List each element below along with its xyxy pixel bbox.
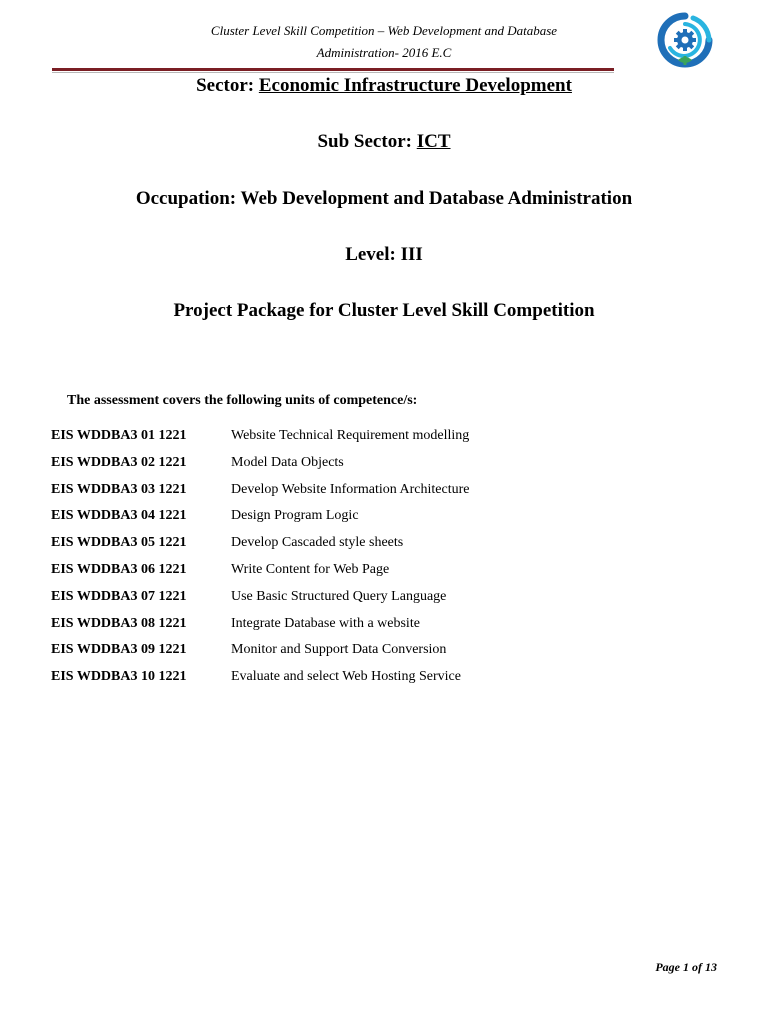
unit-code: EIS WDDBA3 08 1221 <box>51 615 187 631</box>
sub-sector-label: Sub Sector: <box>317 131 417 152</box>
unit-row <box>51 505 611 532</box>
unit-row <box>51 666 611 693</box>
unit-title: Website Technical Requirement modelling <box>231 428 470 443</box>
package-title: Project Package for Cluster Level Skill Competition <box>173 300 595 321</box>
unit-title: Monitor and Support Data Conversion <box>231 642 447 658</box>
unit-code: EIS WDDBA3 04 1221 <box>51 508 187 524</box>
unit-code: EIS WDDBA3 05 1221 <box>51 535 187 551</box>
header-rule-shadow <box>52 72 614 73</box>
competence-intro: The assessment covers the following units of competence/s: <box>67 393 418 408</box>
sub-sector-heading <box>0 130 768 154</box>
running-header-line-1: Cluster Level Skill Competition – Web Development and Database <box>210 23 558 38</box>
unit-code: EIS WDDBA3 03 1221 <box>51 481 187 497</box>
unit-code: EIS WDDBA3 10 1221 <box>51 669 187 685</box>
unit-row <box>51 639 611 666</box>
unit-row <box>51 559 611 586</box>
unit-title: Develop Website Information Architecture <box>231 481 470 497</box>
unit-code: EIS WDDBA3 07 1221 <box>51 588 187 604</box>
sector-heading <box>0 74 768 98</box>
unit-title: Design Program Logic <box>231 508 359 524</box>
unit-code: EIS WDDBA3 02 1221 <box>51 454 187 470</box>
units-list <box>51 425 611 693</box>
unit-row <box>51 479 611 506</box>
level-heading: Level: III <box>345 244 423 265</box>
unit-row <box>51 613 611 640</box>
unit-code: EIS WDDBA3 09 1221 <box>51 642 187 658</box>
unit-title: Model Data Objects <box>231 454 344 470</box>
unit-row <box>51 452 611 479</box>
occupation-heading: Occupation: Web Development and Database Administration <box>135 188 633 209</box>
unit-title: Use Basic Structured Query Language <box>231 588 447 604</box>
unit-row <box>51 532 611 559</box>
unit-title: Evaluate and select Web Hosting Service <box>231 669 461 685</box>
header-rule <box>52 68 614 71</box>
unit-row <box>51 425 611 452</box>
unit-code: EIS WDDBA3 06 1221 <box>51 561 187 577</box>
sector-label: Sector: <box>196 75 259 96</box>
logo-gear <box>674 29 696 51</box>
unit-title: Develop Cascaded style sheets <box>231 535 404 551</box>
unit-title: Integrate Database with a website <box>231 615 420 631</box>
running-header-line-2: Administration- 2016 E.C <box>316 45 452 60</box>
sector-value: Economic Infrastructure Development <box>258 75 572 96</box>
unit-title: Write Content for Web Page <box>231 561 390 577</box>
unit-code: EIS WDDBA3 01 1221 <box>51 428 187 443</box>
unit-row <box>51 586 611 613</box>
sub-sector-value: ICT <box>416 131 451 152</box>
gear-logo-icon <box>648 10 722 70</box>
page-number: Page 1 of 13 <box>655 960 717 974</box>
